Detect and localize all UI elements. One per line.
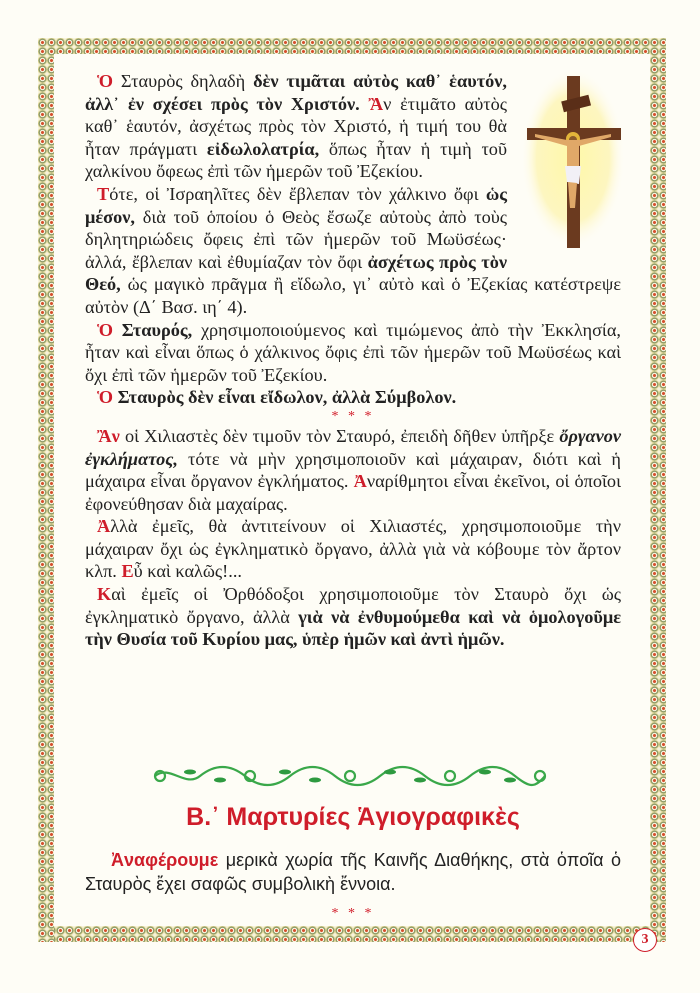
red-initial: Ἂν [97,425,120,446]
red-initial: Ἂ [368,93,384,114]
end-separator: * * * [331,906,375,921]
main-text [85,70,621,651]
red-initial: Ὁ [97,387,114,408]
text-run: τότε νὰ μὴν χρησιμοποιοῦν καὶ μάχαιραν, διότι καὶ ἡ μάχαιρα εἶναι ὄργανον ἐγκλήματος. [85,448,621,492]
emphasis-text: δὲν τιμᾶται αὐτὸς καθ᾽ ἑαυτόν, ἀλλ᾽ ἐν σχέσει πρὸς τὸν Χριστόν. [85,71,507,114]
text-run: ναρίθμητοι εἶναι ἐκεῖνοι, οἱ ὁποῖοι ἐφονεύθησαν διὰ μαχαίρας. [85,471,621,514]
emphasis-text: ἀσχέτως πρὸς τὸν Θεό, [85,251,507,295]
emphasis-text: εἰδωλολατρία, [206,138,320,159]
emphasis-text: Σταυρός, [121,319,193,340]
paragraph [85,425,621,515]
emphasis-text: ὡς μέσον, [85,183,507,227]
paragraph [85,848,621,896]
text-run: ὖ καὶ καλῶς!... [133,561,242,582]
text-run: ὡς μαγικὸ πρᾶγμα ἢ εἴδωλο, γι᾽ αὐτὸ καὶ ὁ Ἐζεκίας κατέστρεψε αὐτὸν (Δ΄ Βασ. ιη΄ 4). [85,274,621,317]
red-initial: Ὁ [97,319,114,340]
text-run: λλὰ ἐμεῖς, θὰ ἀντιτείνουν οἱ Χιλιαστές, χρησιμοποιοῦμε τὴν μάχαιραν ὄχι ὡς ἐγκληματικὸ ὄργανο, ἀλλὰ γιὰ νὰ κόβουμε τὸν ἄρτον κλπ. [85,516,621,582]
text-run: αὶ ἐμεῖς οἱ Ὀρθόδοξοι χρησιμοποιοῦμε τὸν Σταυρὸ ὄχι ὡς ἐγκληματικὸ ὄργανο, ἀλλὰ [85,584,621,627]
section-intro [85,848,621,896]
red-initial: Ἀ [353,471,367,492]
decorative-border-bottom [38,926,666,942]
paragraph [85,319,621,387]
text-run: διὰ τοῦ ὁποίου ὁ Θεὸς ἔσωζε αὐτοὺς ἀπὸ τοὺς δηλητηριώδεις ὄφεις ἐπὶ τῶν ἡμερῶν τοῦ Μωϋσέως· ἀλλά, ἔβλεπαν καὶ ἐθυμίαζαν τὸν ὄφι [85,206,507,272]
red-initial: Ἀ [97,516,111,537]
decorative-border-top [38,38,666,54]
red-initial: Κ [97,584,112,605]
paragraph [85,583,621,651]
red-initial: Ὁ [97,71,114,91]
floral-ornament-divider [150,764,550,788]
text-run [113,320,122,340]
text-run: Σταυρὸς δηλαδὴ [113,71,254,91]
decorative-border-right [650,38,666,942]
page-number: 3 [633,928,657,952]
crucifix-image [517,58,629,250]
red-initial: Τ [97,183,110,204]
red-initial: Ἀναφέρουμε [111,850,219,870]
paragraph [85,386,621,409]
emphasis-text: γιὰ νὰ ἐνθυμούμεθα καὶ νὰ ὁμολογοῦμε τὴν Θυσία τοῦ Κυρίου μας, ὑπὲρ ἡμῶν καὶ ἀντὶ ἡμῶν. [85,606,621,650]
text-run: ὅπως ἦταν ἡ τιμὴ τοῦ χαλκίνου ὄφεως ἐπὶ τῶν ἡμερῶν τοῦ Ἐζεκίου. [85,138,507,182]
red-initial: Ε [121,561,134,582]
emphasis-text: Σταυρὸς δὲν εἶναι εἴδωλον, ἀλλὰ Σύμβολον. [117,387,457,408]
section-heading: Β.᾿ Μαρτυρίες Ἁγιογραφικὲς [186,803,520,831]
decorative-border-left [38,38,54,942]
text-run: ότε, οἱ Ἰσραηλῖτες δὲν ἔβλεπαν τὸν χάλκινο ὄφι [109,183,486,204]
section-separator: * * * [331,408,375,424]
text-run: ν ἐτιμᾶτο αὐτὸς καθ᾽ ἑαυτόν, ἀσχέτως πρὸς τὸν Χριστό, ἡ τιμή του θὰ ἦταν πράγματι [85,93,507,159]
text-run: οἱ Χιλιαστὲς δὲν τιμοῦν τὸν Σταυρό, ἐπειδὴ δῆθεν ὑπῆρξε [119,425,560,446]
paragraph [85,515,621,583]
text-run: μερικὰ χωρία τῆς Καινῆς Διαθήκης, στὰ ὁποῖα ὁ Σταυρὸς ἔχει σαφῶς συμβολικὴ ἔννοια. [85,850,621,894]
emphasis-text: ὄργανον ἐγκλήματος, [85,425,621,469]
text-run: χρησιμοποιούμενος καὶ τιμώμενος ἀπὸ τὴν Ἐκκλησία, ἦταν καὶ εἶναι ὅπως ὁ χάλκινος ὄφις ἐπὶ τῶν ἡμερῶν τοῦ Μωϋσέως καὶ ὄχι ἐπὶ τῶν ἡμερῶν τοῦ Ἐζεκίου. [85,319,621,385]
